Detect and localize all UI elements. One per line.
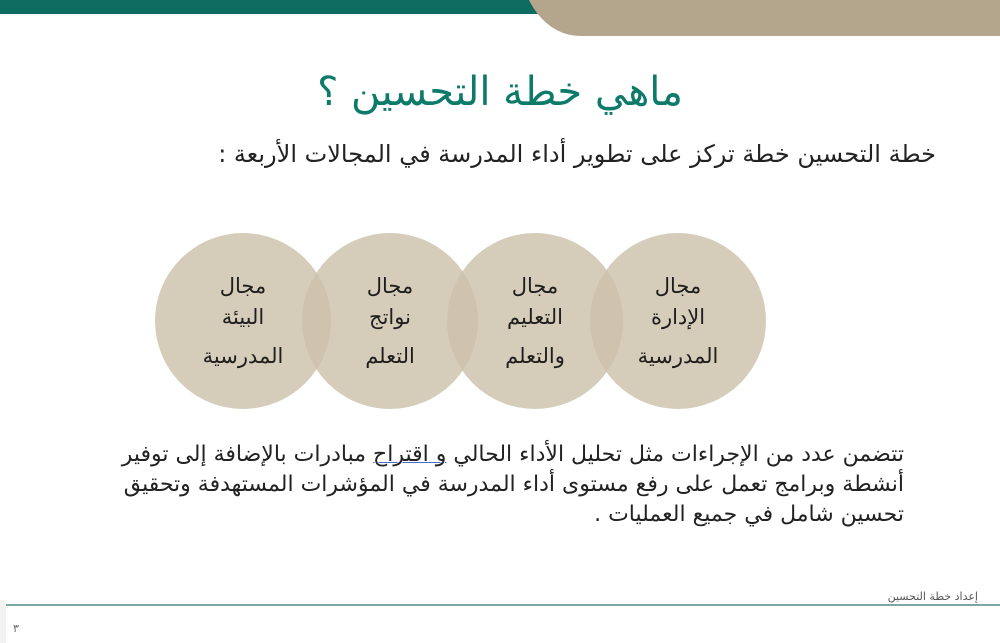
body-paragraph	[54, 440, 904, 530]
domain-label-line: والتعلم	[505, 343, 565, 368]
header-tan-band	[520, 0, 1000, 36]
domain-label-line: المدرسية	[637, 343, 719, 368]
domain-label-line: مجال	[511, 273, 559, 298]
slide-subtitle: خطة التحسين خطة تركز على تطوير أداء المدرسة في المجالات الأربعة :	[218, 140, 936, 168]
body-text-part: مبادرات بالإضافة إلى توفير أنشطة وبرامج تعمل على رفع مستوى أداء المدرسة في المؤشرات المستهدفة وتحقيق تحسين شامل في جميع العمليات .	[121, 442, 904, 527]
domain-label-line: مجال	[654, 273, 702, 298]
domain-label-line: البيئة	[221, 304, 265, 329]
footer-label: إعداد خطة التحسين	[887, 590, 978, 603]
domain-label-line: المدرسية	[202, 343, 284, 368]
body-underlined-text: و اقتراح	[373, 442, 447, 467]
domain-label-line: مجال	[366, 273, 414, 298]
body-text-part: تتضمن عدد من الإجراءات مثل تحليل الأداء الحالي	[446, 442, 904, 467]
domain-label-line: الإدارة	[650, 304, 706, 329]
domain-circle-environment	[155, 233, 331, 409]
domain-label-line: مجال	[219, 273, 267, 298]
slide-title: ماهي خطة التحسين ؟	[317, 69, 683, 115]
footer-edge	[0, 600, 6, 643]
domains-diagram	[155, 233, 755, 411]
domain-label-line: نواتج	[369, 304, 411, 329]
footer-divider	[0, 604, 1000, 606]
domain-label-line: التعلم	[365, 343, 415, 368]
domain-label-line: التعليم	[507, 304, 563, 329]
page-number: ٣	[13, 622, 19, 635]
